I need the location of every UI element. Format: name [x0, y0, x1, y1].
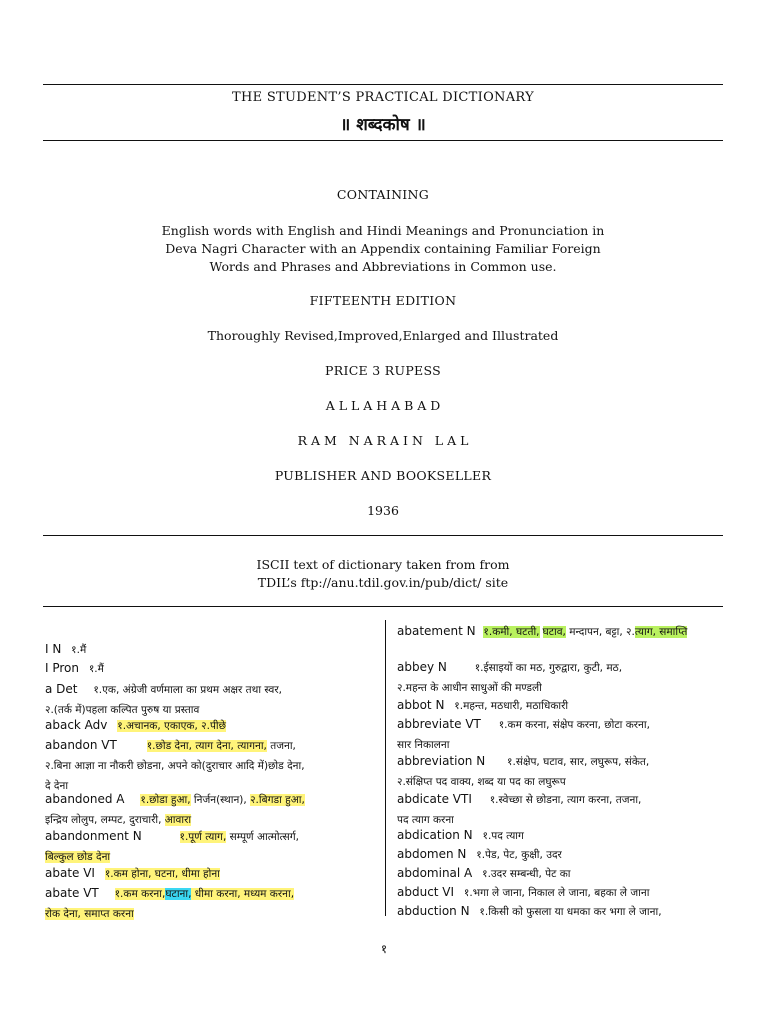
definition: १.पेड, पेट, कुक्षी, उदर	[476, 849, 562, 861]
headword: abandonment N	[45, 829, 142, 843]
definition: २.बिना आज्ञा ना नौकरी छोडना, अपने को(दुराचार आदि में)छोड देना,	[45, 760, 305, 772]
headword: abdicate VTI	[397, 792, 472, 806]
definition: १.स्वेच्छा से छोडना, त्याग करना, तजना,	[489, 794, 642, 806]
source-note-line-1: ISCII text of dictionary taken from from	[256, 557, 510, 572]
dict-entry	[45, 884, 294, 924]
definition: २.(तर्क में)पहला कल्पित पुरुष या प्रस्ताव	[45, 704, 200, 716]
definition-highlight: १.पूर्ण त्याग,	[179, 831, 227, 843]
headword: I Pron	[45, 661, 79, 675]
dict-entry	[397, 826, 524, 846]
definition-highlight: १.कम करना,	[114, 888, 166, 900]
blurb-line-1: English words with English and Hindi Meanings and Pronunciation in	[161, 223, 605, 238]
headword: a Det	[45, 682, 78, 696]
columns-rule	[43, 606, 723, 607]
publisher-name: R A M N A R A I N L A L	[297, 433, 469, 448]
dict-entry	[397, 715, 650, 755]
definition-highlight-green: घटाव,	[542, 626, 566, 638]
dict-entry	[45, 790, 305, 830]
dict-entry	[397, 790, 641, 830]
definition: १.कम करना, संक्षेप करना, छोटा करना,	[498, 719, 650, 731]
definition: सार निकालना	[397, 739, 450, 751]
headword: abdomen N	[397, 847, 467, 861]
definition-highlight: १.अचानक, एकाएक, २.पीछे	[117, 720, 226, 732]
definition: पद त्याग करना	[397, 814, 454, 826]
definition-highlight-green: १.कमी, घटती,	[483, 626, 540, 638]
book-title-hindi: ॥ शब्दकोष ॥	[340, 115, 426, 135]
dict-entry	[45, 640, 86, 660]
definition-highlight: आवारा	[164, 814, 192, 826]
headword: I N	[45, 642, 62, 656]
definition-highlight: १.छोड देना, त्याग देना, त्यागना,	[146, 740, 267, 752]
dict-entry	[45, 680, 282, 720]
edition: FIFTEENTH EDITION	[309, 293, 457, 308]
dict-entry	[397, 658, 622, 698]
dict-entry	[45, 864, 220, 884]
blurb-line-2: Deva Nagri Character with an Appendix containing Familiar Foreign	[165, 241, 601, 256]
price: PRICE 3 RUPESS	[325, 363, 441, 378]
definition-highlight: रोक देना, समाप्त करना	[45, 908, 134, 920]
dict-entry	[397, 845, 562, 865]
headword: abate VT	[45, 886, 99, 900]
headword: abduction N	[397, 904, 470, 918]
definition: सम्पूर्ण आत्मोत्सर्ग,	[226, 831, 300, 843]
definition: १.ईसाइयों का मठ, गुरुद्वारा, कुटी, मठ,	[474, 662, 623, 674]
definition: १.पद त्याग	[482, 830, 524, 842]
column-divider	[385, 620, 386, 916]
definition-highlight-cyan: घटाना,	[165, 888, 192, 900]
headword: abandoned A	[45, 792, 125, 806]
containing-heading: CONTAINING	[336, 187, 430, 202]
definition-highlight: १.छोडा हुआ,	[140, 794, 191, 806]
definition: १.किसी को फुसला या धमका कर भगा ले जाना,	[479, 906, 662, 918]
dict-entry	[397, 864, 571, 884]
definition: १.महन्त, मठधारी, मठाधिकारी	[454, 700, 569, 712]
page-number: १	[380, 942, 388, 956]
headword: abdominal A	[397, 866, 473, 880]
dict-entry	[45, 659, 104, 679]
definition: २.संक्षिप्त पद वाक्य, शब्द या पद का लघुरूप	[397, 776, 566, 788]
dict-entry	[397, 902, 662, 922]
dict-entry	[45, 736, 305, 796]
headword: abate VI	[45, 866, 95, 880]
headword: abdication N	[397, 828, 473, 842]
headword: abbreviate VT	[397, 717, 481, 731]
book-title: THE STUDENT’S PRACTICAL DICTIONARY	[232, 90, 534, 105]
definition: १.उदर सम्बन्धी, पेट का	[482, 868, 571, 880]
dict-entry	[397, 883, 649, 903]
dict-entry	[45, 716, 226, 736]
definition: १.मैं	[71, 644, 87, 656]
definition-highlight: २.बिगडा हुआ,	[250, 794, 305, 806]
source-note-line-2: TDIL’s ftp://anu.tdil.gov.in/pub/dict/ site	[257, 575, 509, 590]
revision-note: Thoroughly Revised,Improved,Enlarged and Illustrated	[207, 328, 559, 343]
headword: abbreviation N	[397, 754, 486, 768]
definition: १.भगा ले जाना, निकाल ले जाना, बहका ले जाना	[463, 887, 650, 899]
definition: १.संक्षेप, घटाव, सार, लघुरूप, संकेत,	[507, 756, 650, 768]
top-rule	[43, 84, 723, 85]
definition: इन्द्रिय लोलुप, लम्पट, दुराचारी,	[45, 814, 165, 826]
headword: abatement N	[397, 624, 476, 638]
blurb-line-3: Words and Phrases and Abbreviations in Common use.	[209, 259, 557, 274]
dict-entry	[397, 696, 568, 716]
definition: निर्जन(स्थान),	[190, 794, 251, 806]
dict-entry	[397, 622, 687, 642]
definition: १.एक, अंग्रेजी वर्णमाला का प्रथम अक्षर तथा स्वर,	[93, 684, 282, 696]
definition: १.मैं	[88, 663, 104, 675]
city: A L L A H A B A D	[325, 398, 441, 413]
headword: abandon VT	[45, 738, 117, 752]
definition-highlight-green: त्याग, समाप्ति	[634, 626, 688, 638]
title-rule	[43, 140, 723, 141]
definition: २.महन्त के आधीन साधुओं की मण्डली	[397, 682, 542, 694]
headword: abbey N	[397, 660, 447, 674]
section-rule	[43, 535, 723, 536]
definition: दे देना	[45, 780, 69, 792]
definition: तजना,	[266, 740, 296, 752]
dict-entry	[397, 752, 649, 792]
headword: aback Adv	[45, 718, 108, 732]
definition-highlight: धीमा करना, मध्यम करना,	[191, 888, 295, 900]
dict-entry	[45, 827, 299, 867]
publisher-role: PUBLISHER AND BOOKSELLER	[274, 468, 492, 483]
definition: मन्दापन, बट्टा, २.	[565, 626, 635, 638]
definition-highlight: १.कम होना, घटना, धीमा होना	[104, 868, 220, 880]
headword: abduct VI	[397, 885, 455, 899]
headword: abbot N	[397, 698, 445, 712]
year: 1936	[367, 503, 399, 518]
definition-highlight: बिल्कुल छोड देना	[45, 851, 111, 863]
